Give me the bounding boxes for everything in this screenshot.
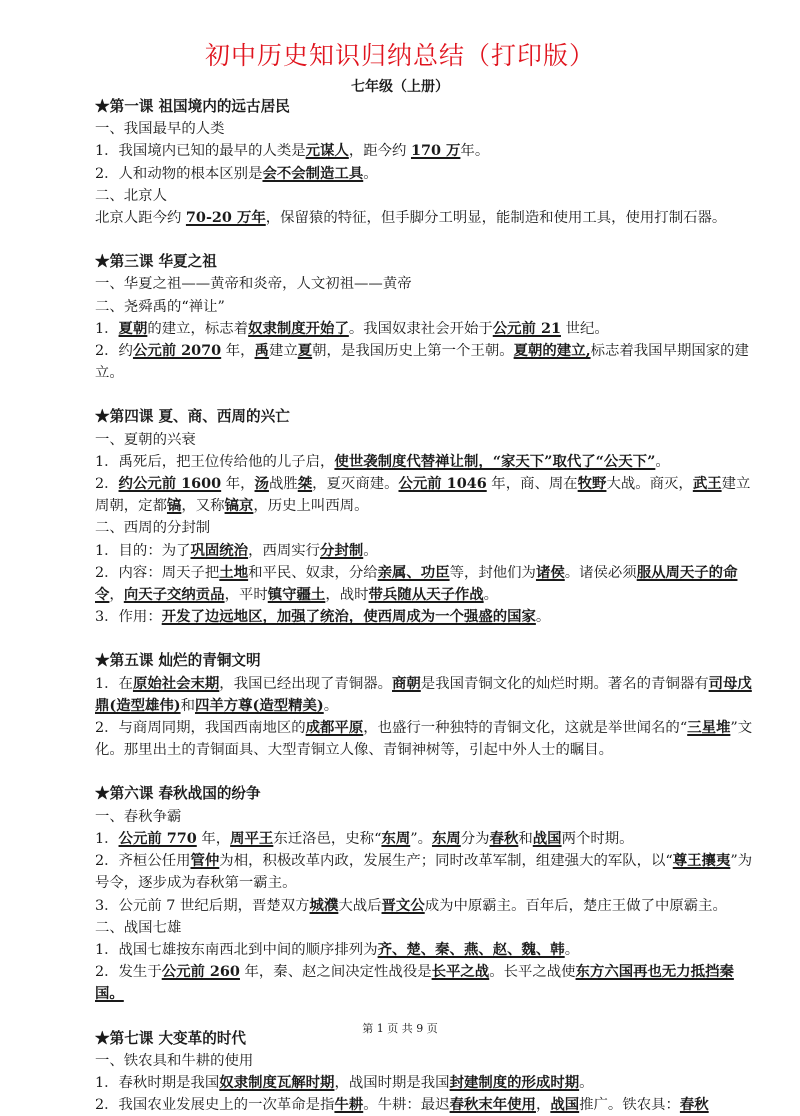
key-term: 镐 <box>166 497 182 515</box>
text-segment: 。牛耕：最迟 <box>363 1097 450 1114</box>
key-term: 东方六国再也无力抵挡秦国。 <box>95 963 734 1003</box>
text-line <box>95 828 755 850</box>
text-segment: 世纪。 <box>560 320 609 337</box>
text-segment: 标志着我国早期国家的建立。 <box>95 343 749 382</box>
text-segment: 。 <box>323 697 339 714</box>
text-segment: 。 <box>483 587 499 604</box>
key-term: 战国 <box>532 829 562 847</box>
text-segment: 。 <box>363 542 378 559</box>
document-title: 初中历史知识归纳总结（打印版） <box>204 41 595 70</box>
text-segment: 二、战国七雄 <box>95 919 182 936</box>
key-term: 公元前 2070 <box>132 342 222 360</box>
text-line <box>95 451 755 473</box>
text-segment: ”文化。那里出土的青铜面具、大型青铜立人像、青铜神树等，引起中外人士的瞩目。 <box>95 720 753 759</box>
text-segment: 战胜 <box>268 476 298 493</box>
key-term: 服从周天子的命令 <box>95 563 738 604</box>
text-segment: ，距今约 <box>348 143 411 160</box>
text-line <box>95 273 755 295</box>
text-line <box>95 473 755 517</box>
text-line <box>95 850 755 894</box>
lesson-section <box>95 650 755 761</box>
text-segment: 年， <box>221 343 255 360</box>
key-term: 公元前 1046 <box>398 475 487 493</box>
text-segment: 1．禹死后，把王位传给他的儿子启， <box>95 453 335 470</box>
text-line <box>95 939 755 961</box>
text-segment: 建立 <box>268 343 298 360</box>
text-line <box>95 296 755 318</box>
text-line <box>95 562 755 606</box>
page-footer: 第 1 页 共 9 页 <box>362 1022 438 1035</box>
document-content <box>95 96 755 1116</box>
text-line <box>95 540 755 562</box>
text-segment: 一、春秋争霸 <box>95 808 182 825</box>
text-line <box>95 185 755 207</box>
text-segment: 二、西周的分封制 <box>95 520 211 537</box>
text-segment: 两个时期。 <box>561 830 634 847</box>
text-segment: 年。 <box>460 143 490 160</box>
text-segment: ，战时 <box>325 587 369 604</box>
key-term: 元谋人 <box>305 142 349 160</box>
key-term: 土地 <box>219 563 249 581</box>
text-segment: 为相，积极改革内政，发展生产；同时改革军制，组建强大的军队，以“ <box>219 853 673 870</box>
key-term: 周平王 <box>230 829 274 847</box>
text-segment: 一、华夏之祖——黄帝和炎帝，人文初祖——黄帝 <box>95 276 412 293</box>
key-term: 汤 <box>254 475 269 493</box>
text-segment: ，夏灭商建。 <box>312 476 399 493</box>
key-term: 战国 <box>550 1096 580 1114</box>
text-line <box>95 961 755 1005</box>
text-segment: ，也盛行一种独特的青铜文化，这就是举世闻名的“ <box>363 720 688 737</box>
lesson-heading: ★第三课 华夏之祖 <box>95 253 217 271</box>
lesson-section <box>95 251 755 384</box>
key-term: 司母戊鼎(造型雄伟) <box>95 674 752 714</box>
key-term: 商朝 <box>392 674 421 692</box>
text-segment: 1．战国七雄按东南西北到中间的顺序排列为 <box>95 941 378 958</box>
key-term: 巩固统治 <box>190 541 249 559</box>
text-line <box>95 207 755 229</box>
text-segment: 建立周朝，定都 <box>95 476 751 515</box>
text-segment: 1．目的：为了 <box>95 542 191 559</box>
text-line <box>95 340 755 384</box>
text-line <box>95 606 755 628</box>
key-term: 会不会制造工具 <box>262 164 364 182</box>
text-segment: 年，秦、赵之间决定性战役是 <box>239 964 432 981</box>
key-term: 尊王攘夷 <box>672 852 731 870</box>
text-line <box>95 318 755 340</box>
key-term: 带兵随从天子作战 <box>368 586 484 604</box>
text-line <box>95 1094 755 1116</box>
text-segment: ， <box>109 587 124 604</box>
text-segment: 年， <box>196 830 231 847</box>
key-term: 使世袭制度代替禅让制，“家天下”取代了“公天下” <box>334 452 656 470</box>
key-term: 封建制度的形成时期 <box>449 1073 580 1091</box>
text-line <box>95 717 755 761</box>
text-segment: 推广。铁农具： <box>579 1097 680 1114</box>
key-term: 分封制 <box>320 541 364 559</box>
key-term: 牧野 <box>577 475 607 493</box>
key-term: 约公元前 1600 <box>118 475 222 493</box>
key-term: 春秋末年使用 <box>449 1096 536 1114</box>
text-segment: 1．春秋时期是我国 <box>95 1074 220 1091</box>
key-term: 齐、楚、秦、燕、赵、魏、韩 <box>377 940 565 958</box>
text-line <box>95 517 755 539</box>
key-term: 镇守疆土 <box>267 586 326 604</box>
section-spacer <box>95 761 755 783</box>
text-segment: ，又称 <box>181 498 225 515</box>
text-line <box>95 1050 755 1072</box>
lesson-section <box>95 96 755 229</box>
key-term: 镐京 <box>224 497 254 515</box>
lesson-heading: ★第四课 夏、商、西周的兴亡 <box>95 408 290 426</box>
key-term: 夏朝的建立, <box>513 342 591 360</box>
text-segment: 的建立，标志着 <box>147 320 249 337</box>
text-segment: 2．内容：周天子把 <box>95 564 220 581</box>
key-term: 170 万 <box>410 142 461 160</box>
text-line <box>95 429 755 451</box>
text-segment: 3．作用： <box>95 609 162 626</box>
key-term: 亲属、功臣 <box>377 563 450 581</box>
key-term: 原始社会末期 <box>132 674 220 692</box>
key-term: 开发了边远地区，加强了统治，使西周成为一个强盛的国家 <box>161 608 536 626</box>
key-term: 公元前 21 <box>492 319 561 337</box>
lesson-heading: ★第五课 灿烂的青铜文明 <box>95 652 261 670</box>
text-segment: 等，封他们为 <box>449 564 536 581</box>
text-segment: 北京人距今约 <box>95 210 186 227</box>
text-segment: 2．齐桓公任用 <box>95 853 191 870</box>
key-term: 公元前 770 <box>118 829 197 847</box>
text-segment: 一、夏朝的兴衰 <box>95 431 196 448</box>
text-segment: ， <box>535 1097 551 1114</box>
key-term: 春秋 <box>679 1096 709 1114</box>
key-term: 向天子交纳贡品 <box>123 586 225 604</box>
text-segment: 。 <box>655 453 670 470</box>
text-line <box>95 163 755 185</box>
text-segment: 东迁洛邑，史称“ <box>273 830 382 847</box>
text-segment: 。 <box>535 609 551 626</box>
text-segment: 2．与商周同期，我国西南地区的 <box>95 720 306 737</box>
key-term: 夏 <box>297 342 313 360</box>
section-spacer <box>95 229 755 251</box>
text-segment: 二、尧舜禹的“禅让” <box>95 298 225 315</box>
section-spacer <box>95 384 755 406</box>
text-segment: 1．在 <box>95 675 133 692</box>
text-segment: ，战国时期是我国 <box>334 1074 450 1091</box>
text-segment: 1． <box>95 830 119 847</box>
text-segment: ，历史上叫西周。 <box>253 498 369 515</box>
lesson-section <box>95 406 755 628</box>
key-term: 城濮 <box>309 896 339 914</box>
text-line <box>95 1072 755 1094</box>
key-term: 夏朝 <box>118 319 148 337</box>
text-segment: ，我国已经出现了青铜器。 <box>219 675 392 692</box>
text-segment: 1． <box>95 320 119 337</box>
text-segment: 。 <box>363 165 378 182</box>
key-term: 奴隶制度开始了 <box>248 319 349 337</box>
text-segment: 。我国奴隶社会开始于 <box>348 320 493 337</box>
key-term: 东周 <box>381 829 411 847</box>
text-segment: 2．我国农业发展史上的一次革命是指 <box>95 1097 335 1114</box>
key-term: 70-20 万年 <box>185 209 266 227</box>
text-segment: ”。 <box>410 830 432 847</box>
text-segment: 。长平之战使 <box>489 964 576 981</box>
key-term: 晋文公 <box>381 896 425 914</box>
key-term: 管仲 <box>190 852 220 870</box>
text-line <box>95 673 755 717</box>
text-segment: ，保留猿的特征，但手脚分工明显，能制造和使用工具，使用打制石器。 <box>265 210 727 227</box>
text-line <box>95 140 755 162</box>
text-segment: 3．公元前 7 世纪后期，晋楚双方 <box>95 897 310 914</box>
text-segment: 和平民、奴隶，分给 <box>248 564 378 581</box>
lesson-section <box>95 783 755 1005</box>
key-term: 三星堆 <box>687 719 731 737</box>
key-term: 禹 <box>254 342 269 360</box>
lesson-heading: ★第一课 祖国境内的远古居民 <box>95 98 290 115</box>
text-segment: 2．人和动物的根本区别是 <box>95 165 263 182</box>
key-term: 东周 <box>431 829 461 847</box>
text-segment: 朝，是我国历史上第一个王朝。 <box>312 343 514 360</box>
text-segment: 是我国青铜文化的灿烂时期。著名的青铜器有 <box>420 675 709 692</box>
text-segment: ，西周实行 <box>248 542 321 559</box>
text-segment: 大战后 <box>338 897 382 914</box>
text-segment: 大战。商灭， <box>606 476 693 493</box>
text-segment: 和 <box>518 830 533 847</box>
text-segment: 2．发生于 <box>95 964 162 981</box>
key-term: 诸侯 <box>535 563 565 581</box>
text-segment: 一、我国最早的人类 <box>95 121 225 138</box>
key-term: 公元前 260 <box>161 963 240 981</box>
text-segment: 一、铁农具和牛耕的使用 <box>95 1052 254 1069</box>
text-segment: 1．我国境内已知的最早的人类是 <box>95 143 306 160</box>
section-spacer <box>95 628 755 650</box>
key-term: 四羊方尊(造型精美) <box>194 696 324 714</box>
key-term: 成都平原 <box>305 719 364 737</box>
text-segment: 。 <box>564 941 580 958</box>
text-line <box>95 806 755 828</box>
lesson-section <box>95 1028 755 1116</box>
text-segment: ，平时 <box>224 587 268 604</box>
key-term: 长平之战 <box>431 963 490 981</box>
key-term: 武王 <box>692 475 722 493</box>
text-segment: 。诸侯必须 <box>564 564 637 581</box>
text-segment: 二、北京人 <box>95 187 167 204</box>
text-segment: 和 <box>180 697 195 714</box>
lesson-heading: ★第七课 大变革的时代 <box>95 1029 247 1047</box>
text-segment: ”为号令，逐步成为春秋第一霸主。 <box>95 853 753 892</box>
key-term: 桀 <box>297 475 313 493</box>
text-segment: 年， <box>221 476 255 493</box>
key-term: 春秋 <box>489 829 519 847</box>
text-line <box>95 917 755 939</box>
text-segment: 成为中原霸主。百年后，楚庄王做了中原霸主。 <box>424 897 727 914</box>
key-term: 牛耕 <box>334 1096 364 1114</box>
text-segment: 。 <box>579 1074 594 1091</box>
key-term: 奴隶制度瓦解时期 <box>219 1073 335 1091</box>
document-subtitle: 七年级（上册） <box>351 79 449 95</box>
text-segment: 2． <box>95 476 119 493</box>
text-segment: 年，商、周在 <box>486 476 578 493</box>
text-segment: 分为 <box>460 830 490 847</box>
lesson-heading: ★第六课 春秋战国的纷争 <box>95 785 261 803</box>
text-line <box>95 895 755 917</box>
text-line <box>95 118 755 140</box>
text-segment: 2．约 <box>95 343 133 360</box>
